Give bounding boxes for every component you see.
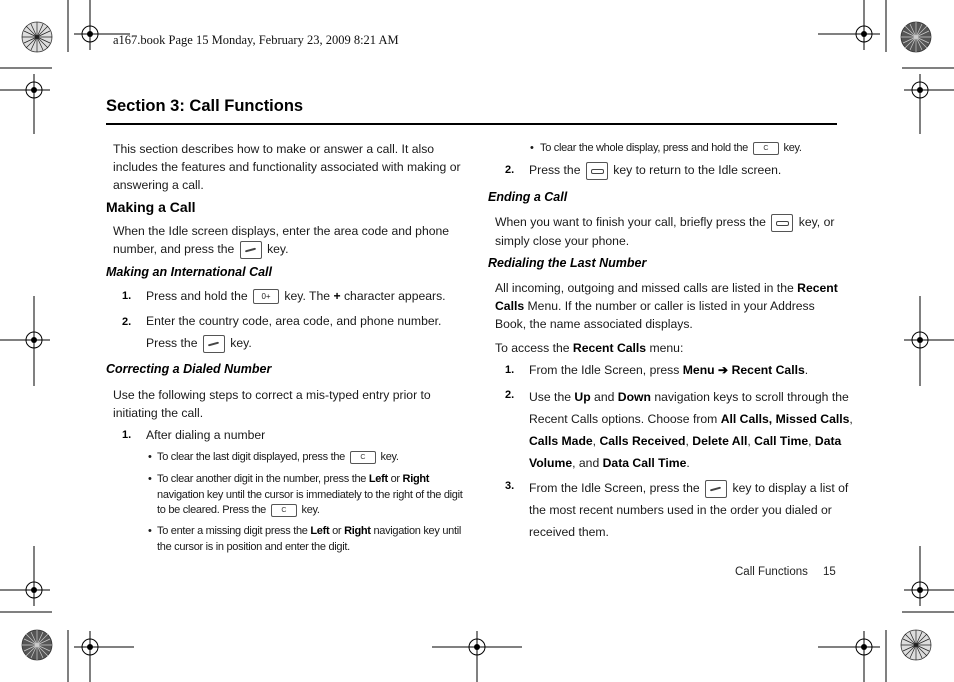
step-number: 2. — [505, 389, 515, 401]
zero-plus-key-icon: 0+ — [253, 289, 279, 304]
access-recent-calls: To access the Recent Calls menu: — [495, 341, 684, 355]
ending-call-heading: Ending a Call — [488, 190, 568, 204]
step-number: 1. — [122, 429, 132, 441]
section-title: Section 3: Call Functions — [106, 97, 304, 115]
bullet-dot: • — [148, 473, 152, 485]
send-key-icon — [705, 480, 727, 498]
bullet-dot: • — [148, 451, 152, 463]
footer-section-name: Call Functions — [735, 566, 808, 578]
intl-step-2: Enter the country code, area code, and phone number. Press the key. — [146, 312, 441, 353]
right-recent-step-3: From the Idle Screen, press the key to display a list of the most recent numbers used in the order you dialed or received them. — [529, 481, 849, 539]
end-key-icon — [771, 214, 793, 232]
intl-step-1: Press and hold the 0+ key. The + character appears. — [146, 289, 446, 303]
title-rule — [106, 123, 837, 125]
bullet-dot: • — [530, 142, 534, 154]
step-number: 2. — [505, 164, 515, 176]
bullet-enter-missing: To enter a missing digit press the Left or Right navigation key until the cursor is in position and enter the digit. — [157, 525, 461, 553]
bullet-clear-whole: To clear the whole display, press and hold the C key. — [540, 142, 802, 154]
redialing-text: All incoming, outgoing and missed calls are listed in the Recent Calls Menu. If the number or caller is listed in your Address Book, the name associated displays. — [495, 281, 838, 331]
clear-key-icon: C — [753, 142, 779, 155]
send-key-icon — [203, 335, 225, 353]
making-call-heading: Making a Call — [106, 199, 196, 215]
correcting-heading: Correcting a Dialed Number — [106, 362, 272, 376]
intro-paragraph: This section describes how to make or answer a call. It also includes the features and functionality associated with making or answering a call. — [113, 142, 461, 192]
file-header: a167.book Page 15 Monday, February 23, 2009 8:21 AM — [113, 33, 399, 47]
bullet-clear-another: To clear another digit in the number, press the Left or Right navigation key until the cursor is immediately to the right of the digit to be cleared. Press the C key. — [157, 473, 463, 516]
making-call-text: When the Idle screen displays, enter the area code and phone number, and press the key. — [113, 222, 449, 259]
correct-step-1: After dialing a number — [146, 428, 266, 442]
clear-key-icon: C — [271, 504, 297, 517]
page-number: 15 — [823, 566, 836, 578]
right-recent-step-1: From the Idle Screen, press Menu ➔ Recent Calls. — [529, 363, 809, 377]
send-key-icon — [240, 241, 262, 259]
bullet-dot: • — [148, 525, 152, 537]
end-key-icon — [586, 162, 608, 180]
step-number: 1. — [122, 290, 132, 302]
redialing-heading: Redialing the Last Number — [488, 256, 647, 270]
correcting-text: Use the following steps to correct a mis-typed entry prior to initiating the call. — [113, 388, 431, 420]
bullet-clear-last: To clear the last digit displayed, press the C key. — [157, 451, 399, 463]
clear-key-icon: C — [350, 451, 376, 464]
step-number: 3. — [505, 480, 515, 492]
right-recent-step-2: Use the Up and Down navigation keys to scroll through the Recent Calls options. Choose from All Calls, Missed Calls, Calls Made, Calls Received, Delete All, Call Time, Data Volume, and Data Call Time. — [529, 390, 853, 470]
intl-call-heading: Making an International Call — [106, 265, 272, 279]
ending-call-text: When you want to finish your call, briefly press the key, or simply close your phone. — [495, 215, 835, 248]
step-number: 2. — [122, 316, 132, 328]
step-number: 1. — [505, 364, 515, 376]
right-step-2: Press the key to return to the Idle screen. — [529, 161, 781, 180]
